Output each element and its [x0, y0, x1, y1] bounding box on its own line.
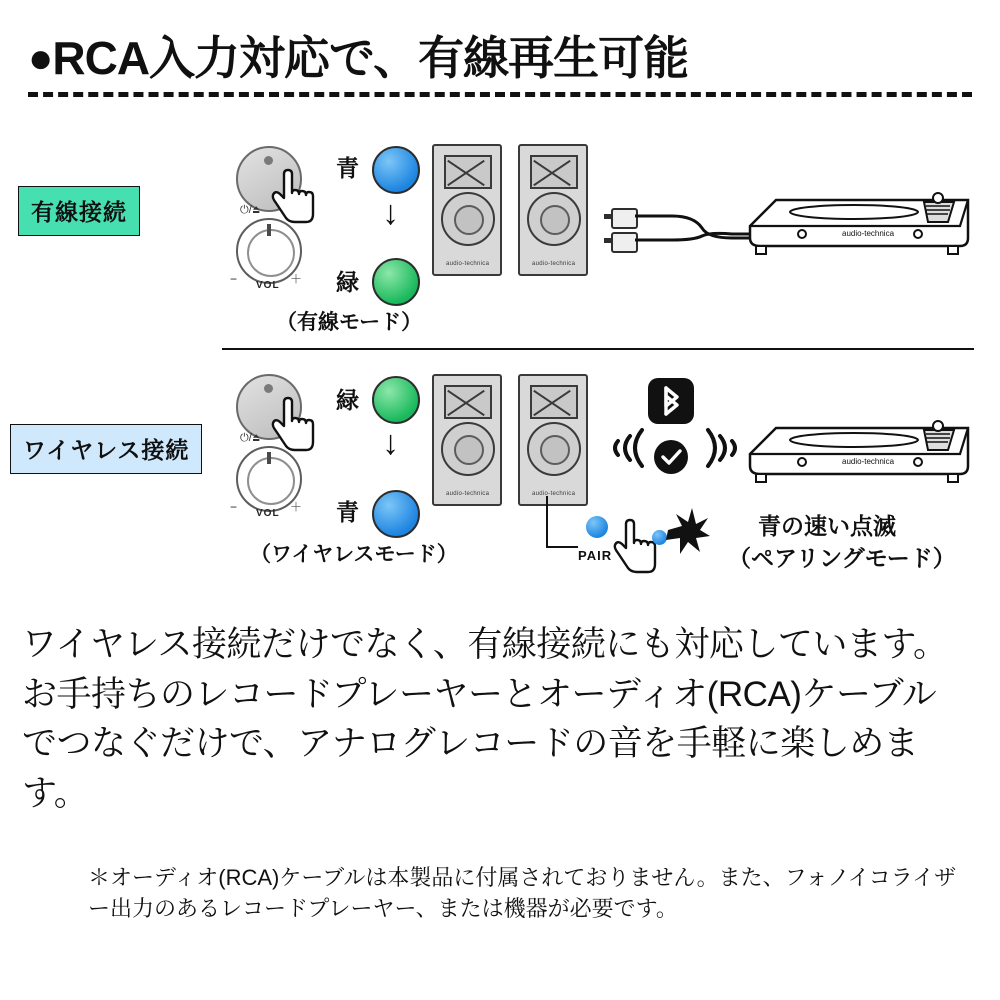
volume-knob-tick	[267, 224, 271, 236]
power-icon-label-wired: ⏻/⏏	[240, 204, 261, 216]
bullet-icon: ●	[28, 34, 53, 81]
blink-burst-icon	[662, 504, 712, 560]
knob-group-wireless	[232, 374, 332, 544]
speaker-tweeter-icon	[444, 385, 492, 419]
hand-cursor-icon-wireless	[270, 396, 318, 452]
speaker-right-wireless	[518, 374, 588, 506]
rca-plug-pin	[604, 238, 613, 243]
turntable-wireless	[742, 414, 974, 499]
speaker-woofer-icon	[441, 422, 495, 476]
body-copy: ワイヤレス接続だけでなく、有線接続にも対応しています。お手持ちのレコードプレーヤーとオーディオ(RCA)ケーブルでつなぐだけで、アナログレコードの音を手軽に楽しめます。	[22, 625, 948, 814]
blink-text-line2: （ペアリングモード）	[728, 545, 956, 571]
rca-plug-bottom	[604, 232, 634, 249]
speaker-woofer-icon	[527, 192, 581, 246]
blink-text-line1: 青の速い点滅	[758, 513, 896, 539]
arrow-down-wired: ↓	[382, 194, 399, 232]
volume-minus-label-wired: −	[230, 272, 238, 286]
speaker-brand-label: audio-technica	[446, 261, 490, 267]
speaker-brand-label: audio-technica	[532, 491, 576, 497]
led-label-green-wired: 緑	[336, 269, 359, 295]
led-label-green-wireless: 緑	[336, 387, 359, 413]
volume-knob-tick	[267, 452, 271, 464]
page-title-text: RCA入力対応で、有線再生可能	[52, 32, 689, 84]
power-button-notch	[264, 156, 273, 165]
section-divider	[222, 348, 974, 350]
volume-knob-inner	[247, 229, 295, 277]
speaker-brand-label: audio-technica	[446, 491, 490, 497]
speaker-tweeter-icon	[444, 155, 492, 189]
speaker-cone-icon	[540, 205, 570, 235]
speaker-tweeter-icon	[530, 385, 578, 419]
power-icon-label-wireless: ⏻/⏏	[240, 432, 261, 444]
speaker-left-wireless	[432, 374, 502, 506]
section-label-wired: 有線接続	[18, 186, 140, 236]
speaker-right-wired	[518, 144, 588, 276]
volume-label-wired: VOL	[256, 280, 280, 291]
wireless-waves-right-icon	[700, 420, 744, 476]
speaker-brand-label: audio-technica	[532, 261, 576, 267]
turntable-wired	[742, 186, 974, 271]
led-indicator-green-wireless	[372, 376, 420, 424]
speaker-woofer-icon	[441, 192, 495, 246]
rca-plug-pin	[604, 214, 613, 219]
speaker-cone-icon	[454, 205, 484, 235]
title-divider	[28, 92, 972, 97]
volume-plus-label-wireless: ＋	[290, 500, 303, 514]
arrow-down-wireless: ↓	[382, 424, 399, 462]
volume-minus-label-wireless: −	[230, 500, 238, 514]
led-label-blue-wireless: 青	[336, 499, 359, 525]
rca-plug-top	[604, 208, 634, 225]
speaker-woofer-icon	[527, 422, 581, 476]
power-button-notch	[264, 384, 273, 393]
led-label-blue-wired: 青	[336, 155, 359, 181]
hand-cursor-icon-wired	[270, 168, 318, 224]
svg-text:audio-technica: audio-technica	[842, 229, 895, 238]
speaker-left-wired	[432, 144, 502, 276]
knob-group-wired	[232, 146, 332, 316]
svg-text:audio-technica: audio-technica	[842, 457, 895, 466]
led-indicator-blue-wired	[372, 146, 420, 194]
rca-cable	[604, 206, 724, 258]
bluetooth-icon	[648, 378, 694, 424]
volume-knob-inner	[247, 457, 295, 505]
volume-label-wireless: VOL	[256, 508, 280, 519]
check-circle-icon	[654, 440, 688, 474]
page-title	[28, 22, 688, 88]
pair-button-label: PAIR	[578, 548, 613, 563]
pair-callout-bracket	[546, 496, 578, 548]
speaker-tweeter-icon	[530, 155, 578, 189]
section-label-wireless: ワイヤレス接続	[10, 424, 202, 474]
mode-text-wired: （有線モード）	[276, 311, 423, 334]
led-indicator-blue-wireless	[372, 490, 420, 538]
speaker-cone-icon	[540, 435, 570, 465]
wireless-waves-left-icon	[606, 420, 650, 476]
volume-plus-label-wired: ＋	[290, 272, 303, 286]
mode-text-wireless: （ワイヤレスモード）	[250, 543, 458, 566]
speaker-cone-icon	[454, 435, 484, 465]
footnote: ＊オーディオ(RCA)ケーブルは本製品に付属されておりません。また、フォノイコライザー出力のあるレコードプレーヤー、または機器が必要です。	[88, 865, 957, 922]
pair-led-indicator	[586, 516, 608, 538]
hand-cursor-icon-pair	[612, 518, 660, 574]
led-indicator-green-wired	[372, 258, 420, 306]
